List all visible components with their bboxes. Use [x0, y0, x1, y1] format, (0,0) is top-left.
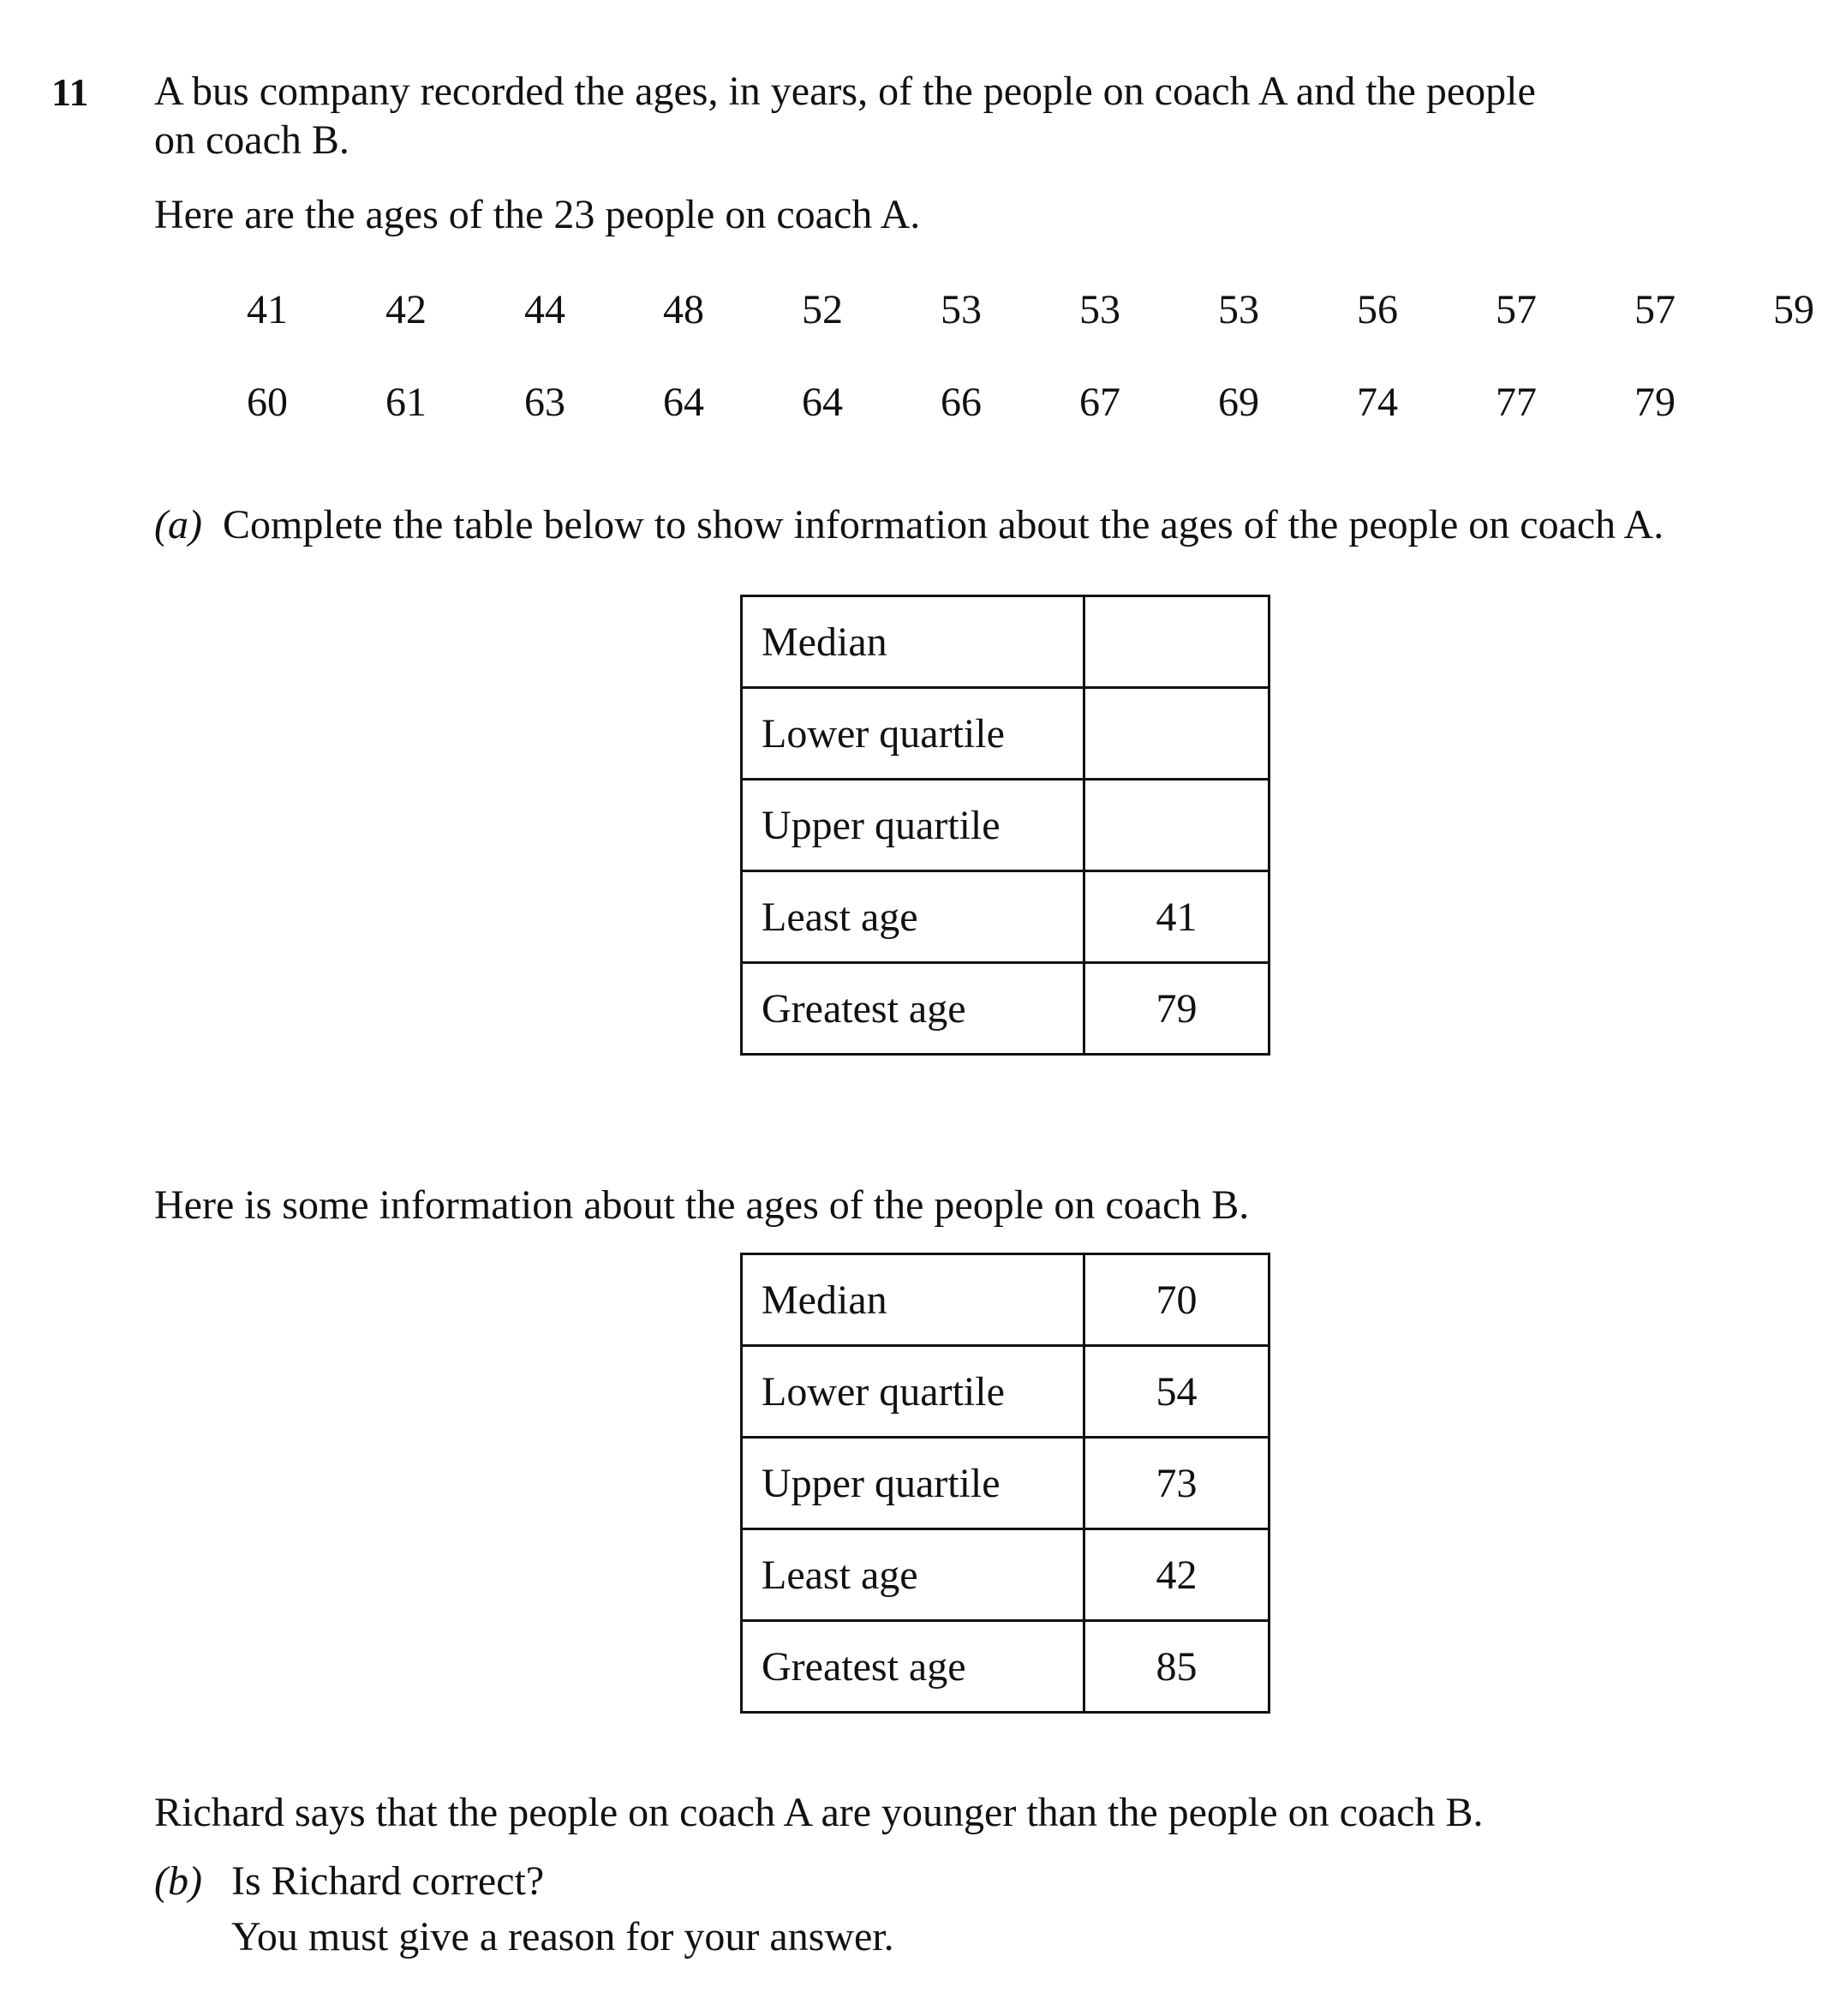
- age-value: 64: [802, 380, 843, 425]
- age-value: 52: [802, 287, 843, 332]
- row-label: Greatest age: [742, 1621, 1084, 1713]
- row-label: Least age: [742, 1529, 1084, 1621]
- row-value: 41: [1084, 871, 1269, 963]
- age-value: 66: [941, 380, 982, 425]
- age-value: 61: [385, 380, 427, 425]
- row-value: 79: [1084, 963, 1269, 1055]
- coach-a-intro: Here are the ages of the 23 people on coach A.: [154, 192, 921, 237]
- upper-quartile-answer-cell[interactable]: [1084, 780, 1269, 871]
- part-a-text: Complete the table below to show information about the ages of the people on coach A.: [222, 502, 1664, 547]
- age-value: 74: [1357, 380, 1398, 425]
- median-answer-cell[interactable]: [1084, 596, 1269, 688]
- row-value: 70: [1084, 1254, 1269, 1346]
- age-value: 41: [247, 287, 288, 332]
- age-value: 53: [1079, 287, 1120, 332]
- row-label: Upper quartile: [742, 1438, 1084, 1529]
- table-row: [742, 1438, 1269, 1529]
- intro-line-2: on coach B.: [154, 117, 349, 163]
- part-a-prompt: [154, 500, 1664, 550]
- row-label: Upper quartile: [742, 780, 1084, 871]
- row-label: Least age: [742, 871, 1084, 963]
- age-value: 63: [524, 380, 565, 425]
- intro-line-1: A bus company recorded the ages, in years, of the people on coach A and the people: [154, 69, 1536, 114]
- age-value: 42: [385, 287, 427, 332]
- row-label: Median: [742, 596, 1084, 688]
- part-a-label: (a): [154, 502, 202, 547]
- age-value: 57: [1496, 287, 1537, 332]
- table-row: [742, 1346, 1269, 1438]
- row-label: Lower quartile: [742, 1346, 1084, 1438]
- age-value: 77: [1496, 380, 1537, 425]
- table-row: [742, 1621, 1269, 1713]
- question-number: 11: [51, 70, 89, 114]
- lower-quartile-answer-cell[interactable]: [1084, 688, 1269, 780]
- age-value: 48: [663, 287, 704, 332]
- richard-statement: Richard says that the people on coach A are younger than the people on coach B.: [154, 1790, 1484, 1835]
- age-value: 44: [524, 287, 565, 332]
- age-value: 53: [941, 287, 982, 332]
- age-value: 64: [663, 380, 704, 425]
- table-row: [742, 963, 1269, 1055]
- row-value: 73: [1084, 1438, 1269, 1529]
- row-label: Median: [742, 1254, 1084, 1346]
- age-value: 60: [247, 380, 288, 425]
- row-value: 42: [1084, 1529, 1269, 1621]
- row-value: 54: [1084, 1346, 1269, 1438]
- coach-b-table: [740, 1253, 1270, 1714]
- age-value: 79: [1634, 380, 1676, 425]
- table-row: [742, 1254, 1269, 1346]
- coach-b-intro: Here is some information about the ages of the people on coach B.: [154, 1182, 1250, 1228]
- part-b-line-2: You must give a reason for your answer.: [231, 1914, 894, 1959]
- age-value: 69: [1218, 380, 1259, 425]
- age-value: 57: [1634, 287, 1676, 332]
- row-label: Lower quartile: [742, 688, 1084, 780]
- age-value: 59: [1773, 287, 1814, 332]
- row-value: 85: [1084, 1621, 1269, 1713]
- table-row: [742, 688, 1269, 780]
- part-b-label: (b): [154, 1858, 202, 1904]
- part-b-line-1: Is Richard correct?: [231, 1858, 545, 1904]
- row-label: Greatest age: [742, 963, 1084, 1055]
- age-value: 53: [1218, 287, 1259, 332]
- table-row: [742, 1529, 1269, 1621]
- table-row: [742, 596, 1269, 688]
- coach-a-table: [740, 595, 1270, 1056]
- table-row: [742, 780, 1269, 871]
- age-value: 67: [1079, 380, 1120, 425]
- table-row: [742, 871, 1269, 963]
- age-value: 56: [1357, 287, 1398, 332]
